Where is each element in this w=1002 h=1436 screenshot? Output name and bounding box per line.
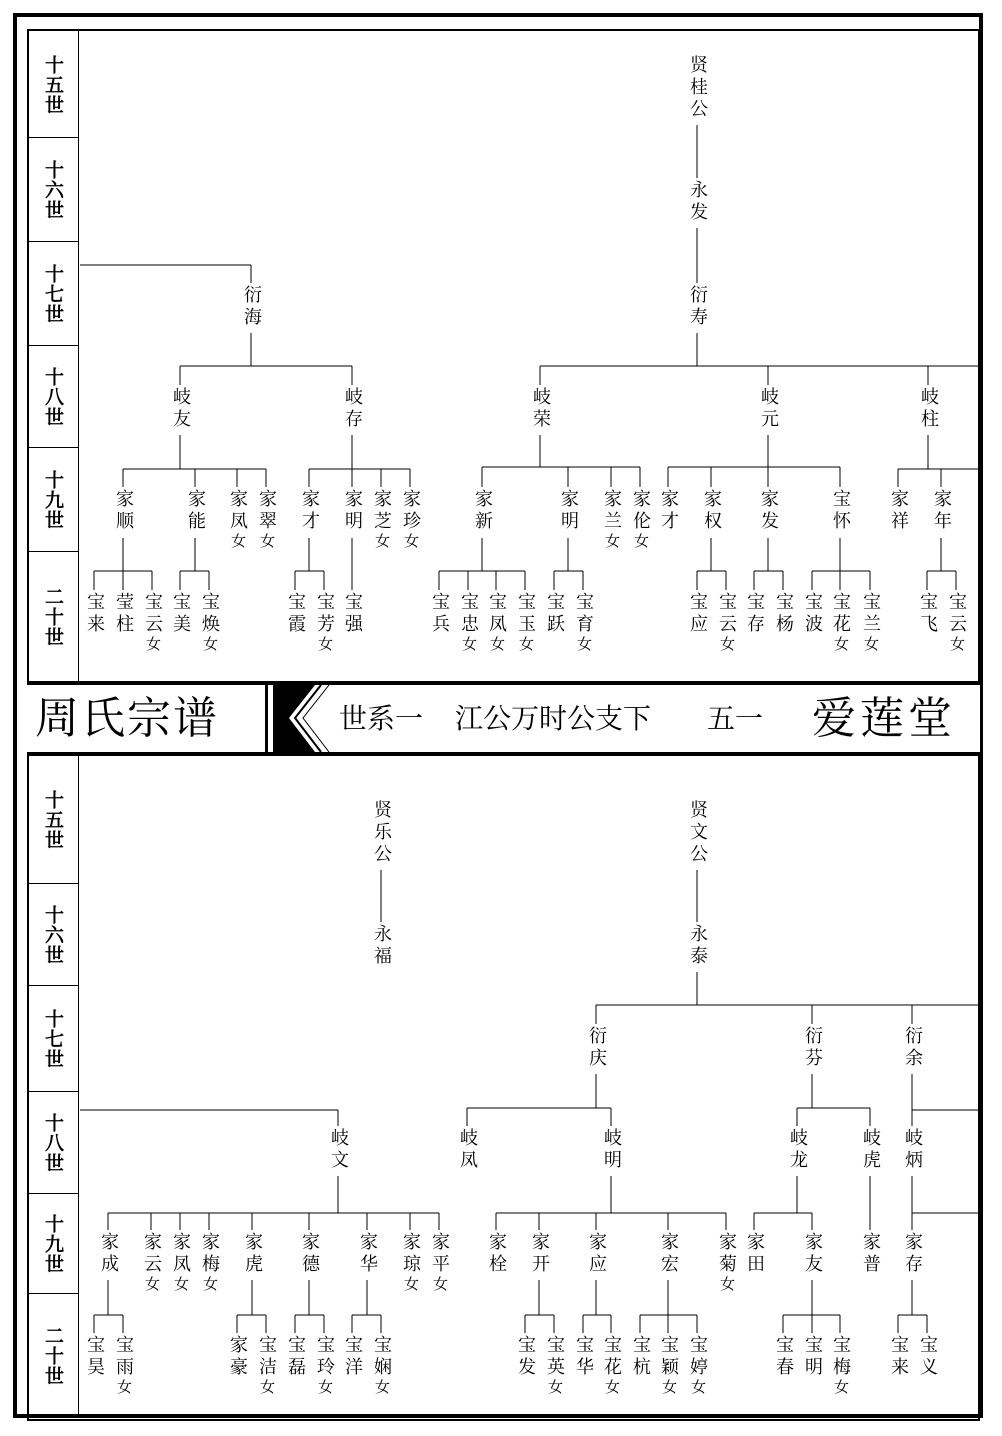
person-name: 宝华 <box>573 1335 594 1379</box>
person-name: 宝玲 <box>314 1335 335 1379</box>
gender-mark: 女 <box>144 636 162 651</box>
gender-mark: 女 <box>373 533 391 548</box>
gender-mark: 女 <box>316 1379 334 1394</box>
person-name: 衍寿 <box>687 285 708 329</box>
person-name: 宝磊 <box>285 1335 306 1379</box>
person-name: 宝兰 <box>860 592 881 636</box>
person-name: 家新 <box>472 489 493 533</box>
person-name: 家华 <box>357 1232 378 1276</box>
gen-label: 十六世 <box>42 160 64 220</box>
gender-mark: 女 <box>402 533 420 548</box>
gen-label: 十八世 <box>42 1113 64 1173</box>
person-name: 家翠 <box>256 489 277 533</box>
person-name: 家顺 <box>113 489 134 533</box>
person-name: 宝杨 <box>773 592 794 636</box>
person-name: 家应 <box>586 1232 607 1276</box>
person-name: 家凤 <box>170 1232 191 1276</box>
gender-mark: 女 <box>603 1379 621 1394</box>
person-name: 莹柱 <box>113 592 134 636</box>
gender-mark: 女 <box>603 533 621 548</box>
book-title: 周氏宗谱 <box>35 693 219 744</box>
gender-mark: 女 <box>832 1379 850 1394</box>
person-name: 贤文公 <box>687 800 708 866</box>
gen-label: 十六世 <box>42 905 64 965</box>
person-name: 家豪 <box>227 1335 248 1379</box>
person-name: 家平 <box>429 1232 450 1276</box>
person-name: 宝颖 <box>658 1335 679 1379</box>
person-name: 家云 <box>141 1232 162 1276</box>
gender-mark: 女 <box>258 1379 276 1394</box>
person-name: 家普 <box>860 1232 881 1276</box>
person-name: 家发 <box>758 489 779 533</box>
person-name: 贤桂公 <box>687 55 708 121</box>
gender-mark: 女 <box>143 1276 161 1291</box>
person-name: 衍庆 <box>586 1026 607 1070</box>
person-name: 家珍 <box>400 489 421 533</box>
gender-mark: 女 <box>660 1379 678 1394</box>
person-name: 家存 <box>902 1232 923 1276</box>
branch-label: 江公万时公支下 <box>455 702 652 735</box>
person-name: 家才 <box>299 489 320 533</box>
person-name: 宝凤 <box>486 592 507 636</box>
person-name: 宝明 <box>802 1335 823 1379</box>
person-name: 宝花 <box>601 1335 622 1379</box>
person-name: 家虎 <box>242 1232 263 1276</box>
person-name: 宝英 <box>544 1335 565 1379</box>
gender-mark: 女 <box>546 1379 564 1394</box>
gender-mark: 女 <box>460 636 478 651</box>
person-name: 家田 <box>744 1232 765 1276</box>
person-name: 家琼 <box>400 1232 421 1276</box>
page-number: 五一 <box>707 702 764 735</box>
person-name: 家芝 <box>371 489 392 533</box>
person-name: 宝存 <box>744 592 765 636</box>
person-name: 家凤 <box>227 489 248 533</box>
gender-mark: 女 <box>718 636 736 651</box>
gender-mark: 女 <box>689 1379 707 1394</box>
person-name: 家年 <box>931 489 952 533</box>
person-name: 宝花 <box>830 592 851 636</box>
person-name: 宝兵 <box>429 592 450 636</box>
person-name: 家兰 <box>601 489 622 533</box>
gen-label: 十九世 <box>42 470 64 530</box>
person-name: 宝育 <box>573 592 594 636</box>
section-label: 世系一 <box>339 702 424 735</box>
person-name: 岐虎 <box>860 1128 881 1172</box>
gender-mark: 女 <box>488 636 506 651</box>
gender-mark: 女 <box>862 636 880 651</box>
person-name: 宝强 <box>342 592 363 636</box>
gender-mark: 女 <box>201 636 219 651</box>
person-name: 岐荣 <box>530 387 551 431</box>
gender-mark: 女 <box>229 533 247 548</box>
person-name: 宝跃 <box>544 592 565 636</box>
person-name: 岐友 <box>170 387 191 431</box>
person-name: 衍海 <box>241 285 262 329</box>
person-name: 宝飞 <box>917 592 938 636</box>
person-name: 宝来 <box>888 1335 909 1379</box>
person-name: 家栓 <box>486 1232 507 1276</box>
gen-label: 二十世 <box>42 1326 64 1386</box>
gender-mark: 女 <box>201 1276 219 1291</box>
person-name: 宝云 <box>716 592 737 636</box>
gender-mark: 女 <box>115 1379 133 1394</box>
person-name: 家能 <box>185 489 206 533</box>
person-name: 家祥 <box>888 489 909 533</box>
person-name: 岐文 <box>328 1128 349 1172</box>
person-name: 宝娴 <box>371 1335 392 1379</box>
gen-label: 十九世 <box>42 1214 64 1274</box>
person-name: 岐柱 <box>918 387 939 431</box>
gender-mark: 女 <box>316 636 334 651</box>
person-name: 宝霞 <box>285 592 306 636</box>
person-name: 家菊 <box>716 1232 737 1276</box>
person-name: 宝洁 <box>256 1335 277 1379</box>
gender-mark: 女 <box>517 636 535 651</box>
person-name: 宝春 <box>773 1335 794 1379</box>
person-name: 岐存 <box>342 387 363 431</box>
person-name: 宝梅 <box>830 1335 851 1379</box>
person-name: 宝来 <box>84 592 105 636</box>
gender-mark: 女 <box>948 636 966 651</box>
person-name: 衍芬 <box>802 1026 823 1070</box>
gender-mark: 女 <box>832 636 850 651</box>
gender-mark: 女 <box>632 533 650 548</box>
person-name: 宝洋 <box>342 1335 363 1379</box>
person-name: 宝焕 <box>199 592 220 636</box>
person-name: 家明 <box>558 489 579 533</box>
person-name: 家德 <box>299 1232 320 1276</box>
person-name: 岐炳 <box>902 1128 923 1172</box>
person-name: 家权 <box>701 489 722 533</box>
hall-name: 爱莲堂 <box>812 693 956 744</box>
gender-mark: 女 <box>373 1379 391 1394</box>
person-name: 宝应 <box>687 592 708 636</box>
gender-mark: 女 <box>431 1276 449 1291</box>
person-name: 岐元 <box>758 387 779 431</box>
person-name: 家开 <box>529 1232 550 1276</box>
person-name: 贤乐公 <box>371 800 392 866</box>
person-name: 宝杭 <box>630 1335 651 1379</box>
person-name: 永泰 <box>687 924 708 968</box>
person-name: 岐龙 <box>787 1128 808 1172</box>
person-name: 永发 <box>687 180 708 224</box>
gen-label: 十八世 <box>42 367 64 427</box>
gen-label: 十五世 <box>42 54 64 115</box>
person-name: 宝云 <box>946 592 967 636</box>
person-name: 宝芳 <box>314 592 335 636</box>
gender-mark: 女 <box>575 636 593 651</box>
person-name: 宝昊 <box>84 1335 105 1379</box>
person-name: 岐凤 <box>457 1128 478 1172</box>
person-name: 宝发 <box>515 1335 536 1379</box>
person-name: 家梅 <box>199 1232 220 1276</box>
person-name: 宝波 <box>802 592 823 636</box>
gen-label: 十七世 <box>42 264 64 324</box>
person-name: 宝玉 <box>515 592 536 636</box>
person-name: 宝雨 <box>113 1335 134 1379</box>
person-name: 衍余 <box>902 1026 923 1070</box>
person-name: 家友 <box>802 1232 823 1276</box>
person-name: 家宏 <box>658 1232 679 1276</box>
person-name: 宝婷 <box>687 1335 708 1379</box>
gender-mark: 女 <box>258 533 276 548</box>
gender-mark: 女 <box>402 1276 420 1291</box>
gen-label: 十七世 <box>42 1009 64 1069</box>
gen-label: 二十世 <box>42 586 64 647</box>
person-name: 家才 <box>658 489 679 533</box>
person-name: 家明 <box>342 489 363 533</box>
person-name: 永福 <box>371 924 392 968</box>
person-name: 家成 <box>98 1232 119 1276</box>
gender-mark: 女 <box>718 1276 736 1291</box>
gen-label: 十五世 <box>42 790 64 850</box>
person-name: 宝怀 <box>830 489 851 533</box>
person-name: 宝云 <box>142 592 163 636</box>
person-name: 宝义 <box>917 1335 938 1379</box>
gender-mark: 女 <box>172 1276 190 1291</box>
person-name: 宝忠 <box>458 592 479 636</box>
person-name: 宝美 <box>170 592 191 636</box>
person-name: 家伦 <box>630 489 651 533</box>
person-name: 岐明 <box>601 1128 622 1172</box>
